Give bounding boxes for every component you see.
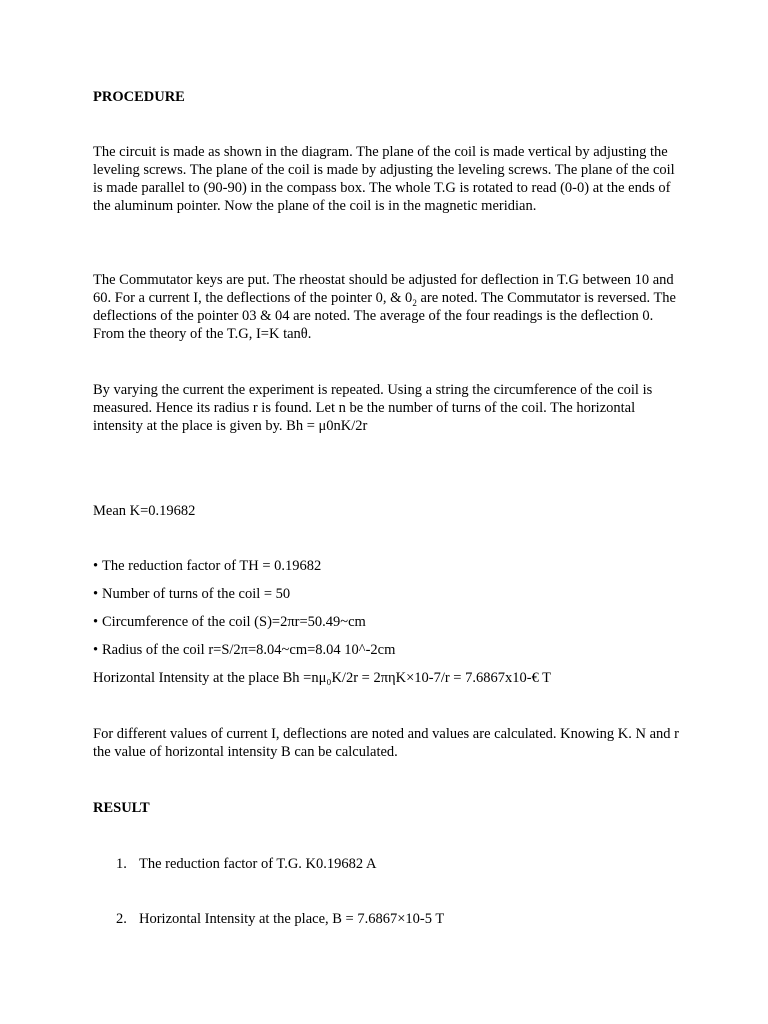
result-item-number: 2. [116, 911, 127, 927]
bullet-dot: • [93, 586, 99, 602]
bullet-item [93, 613, 693, 631]
result-item [116, 910, 676, 928]
procedure-heading: PROCEDURE [93, 89, 185, 105]
bullet-dot: • [93, 642, 99, 658]
bullet-item [93, 557, 693, 575]
procedure-paragraph-3: By varying the current the experiment is repeated. Using a string the circumference of the coil is measured. Hence its radius r is found. Let n be the number of turns of the coil. The horizontal intensity at the place is given by. Bh = μ0nK/2r [93, 382, 653, 434]
procedure-paragraph-2 [93, 271, 683, 343]
bullet-dot: • [93, 614, 99, 630]
result-item-number: 1. [116, 856, 127, 872]
result-heading: RESULT [93, 800, 150, 816]
bullet-text: Radius of the coil r=S/2π=8.04~cm=8.04 10^-2cm [102, 642, 396, 658]
bullet-text: The reduction factor of TH = 0.19682 [102, 558, 322, 574]
result-item-text: Horizontal Intensity at the place, B = 7.6867×10-5 T [139, 911, 445, 927]
mean-k-line: Mean K=0.19682 [93, 503, 196, 519]
bullet-text: Circumference of the coil (S)=2πr=50.49~cm [102, 614, 366, 630]
procedure-paragraph-2-text-b: are noted. The Commutator is reversed. The deflections of the pointer 03 & 04 are noted. The average of the four readings is the deflection 0. From the theory of the T.G, I=K tanθ. [93, 290, 676, 342]
bullet-item [93, 585, 693, 603]
bullet-text: Number of turns of the coil = 50 [102, 586, 291, 602]
result-item-text: The reduction factor of T.G. K0.19682 A [139, 856, 377, 872]
horizontal-intensity-line: Horizontal Intensity at the place Bh =nμ₀K/2r = 2πηK×10-7/r = 7.6867x10-€ T [93, 670, 552, 686]
bullet-dot: • [93, 558, 99, 574]
procedure-paragraph-2-text-a: The Commutator keys are put. The rheostat should be adjusted for deflection in T.G between 10 and 60. For a current I, the deflections of the pointer 0, & 0 [93, 272, 674, 306]
procedure-paragraph-2-subscript: 2 [412, 297, 417, 308]
procedure-paragraph-1: The circuit is made as shown in the diagram. The plane of the coil is made vertical by adjusting the leveling screws. The plane of the coil is made by adjusting the leveling screws. The plane of the coil is made parallel to (90-90) in the compass box. The whole T.G is rotated to read (0-0) at the ends of the aluminum pointer. Now the plane of the coil is in the magnetic meridian. [93, 144, 675, 214]
calculation-paragraph: For different values of current I, deflections are noted and values are calculated. Knowing K. N and r the value of horizontal intensity B can be calculated. [93, 726, 679, 760]
result-item [116, 855, 676, 873]
bullet-item [93, 641, 693, 659]
